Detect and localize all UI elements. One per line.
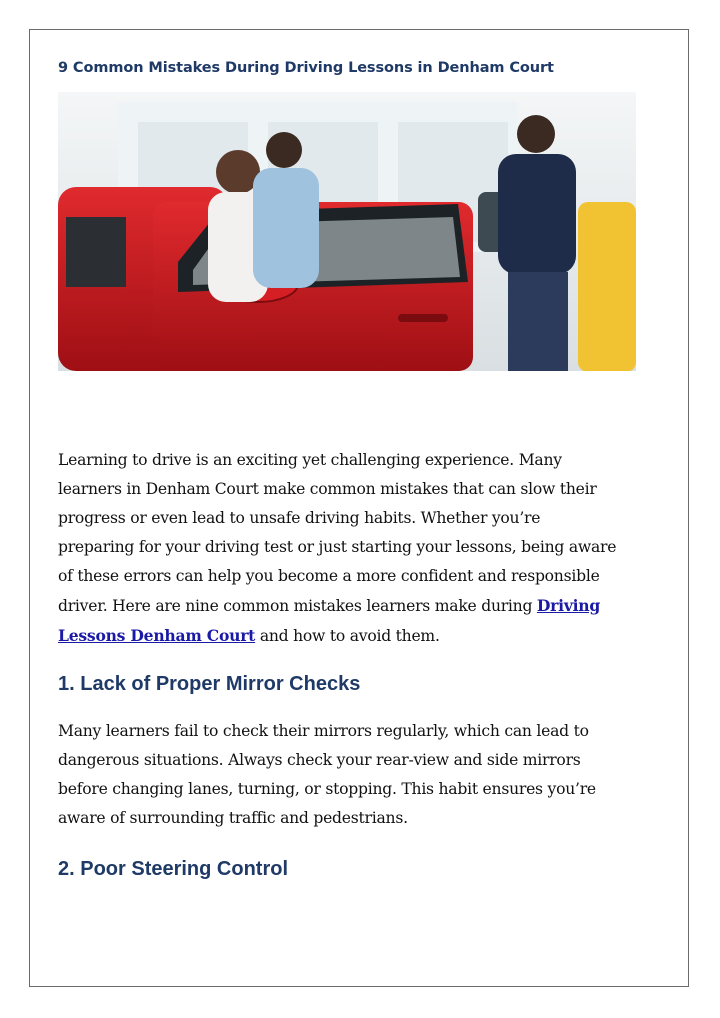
document-title: 9 Common Mistakes During Driving Lessons in Denham Court	[58, 60, 554, 76]
car-showroom-photo	[58, 92, 636, 371]
section-body-mirror-checks: Many learners fail to check their mirrors regularly, which can lead to dangerous situations. Always check your rear-view and side mirrors before changing lanes, turning, or stopping. This habit ensures you’re aware of surrounding traffic and pedestrians.	[58, 722, 596, 827]
section-heading-mirror-checks: 1. Lack of Proper Mirror Checks	[58, 673, 361, 695]
intro-text-end: and how to avoid them.	[255, 627, 440, 645]
intro-paragraph	[58, 446, 618, 651]
intro-text-start: Learning to drive is an exciting yet challenging experience. Many learners in Denham Court make common mistakes that can slow their progress or even lead to unsafe driving habits. Whether you’re preparing for your driving test or just starting your lessons, being aware of these errors can help you become a more confident and responsible driver. Here are nine common mistakes learners make during	[58, 451, 617, 615]
hero-image	[58, 92, 636, 371]
driving-lessons-link[interactable]: Driving Lessons Denham Court	[58, 596, 601, 645]
section-heading-steering-control: 2. Poor Steering Control	[58, 858, 289, 880]
